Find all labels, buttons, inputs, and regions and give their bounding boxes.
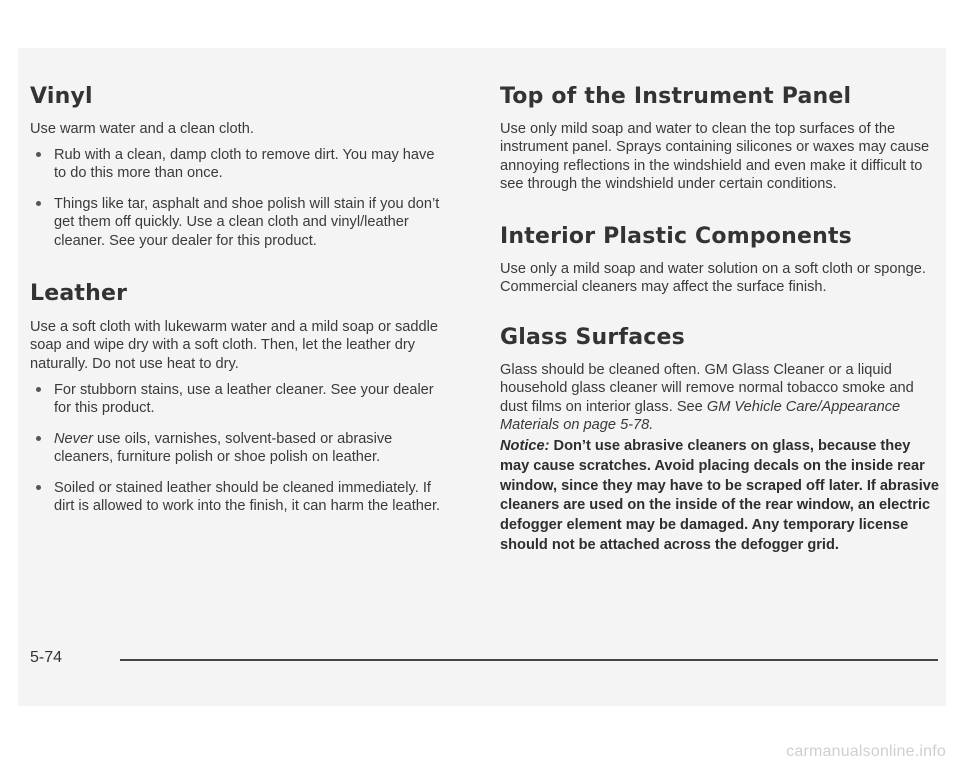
notice-text: Don’t use abrasive cleaners on glass, because they may cause scratches. Avoid placing decals on the inside rear window, since they may have to be scraped off later. If abrasive cleaners are used on the inside of the rear window, an electric defogger element may be damaged. Any temporary license should not be attached across the defogger grid. — [500, 438, 940, 553]
list-item — [30, 430, 450, 467]
leather-intro: Use a soft cloth with lukewarm water and a mild soap or saddle soap and wipe dry with a soft cloth. Then, let the leather dry naturally. Do not use heat to dry. — [30, 319, 439, 372]
notice-label: Notice: — [500, 438, 550, 454]
list-item-text: Rub with a clean, damp cloth to remove dirt. You may have to do this more than once. — [54, 147, 435, 182]
list-item-text: Things like tar, asphalt and shoe polish will stain if you don’t get them off quickly. Use a clean cloth and vinyl/leather cleaner. See your dealer for this product. — [54, 195, 440, 249]
list-item-text: use oils, varnishes, solvent-based or abrasive cleaners, furniture polish or shoe polish on leather. — [54, 430, 393, 466]
vinyl-intro: Use warm water and a clean cloth. — [30, 121, 254, 137]
emphasis-never: Never — [54, 430, 93, 447]
page-number: 5-74 — [30, 649, 63, 666]
list-item — [30, 146, 450, 183]
section-heading-plastic: Interior Plastic Components — [500, 224, 852, 249]
footer-rule — [120, 659, 938, 661]
section-heading-glass: Glass Surfaces — [500, 325, 685, 350]
vinyl-list — [30, 146, 450, 250]
section-heading-leather: Leather — [30, 281, 128, 306]
bullet-icon — [36, 485, 41, 490]
plastic-body: Use only a mild soap and water solution on a soft cloth or sponge. Commercial cleaners may affect the surface finish. — [500, 261, 926, 296]
list-item — [30, 381, 450, 418]
instrument-panel-body: Use only mild soap and water to clean the top surfaces of the instrument panel. Sprays containing silicones or waxes may cause annoying reflections in the windshield and even make it difficult to see through the windshield under certain conditions. — [500, 121, 930, 193]
bullet-icon — [36, 201, 41, 206]
glass-body-text: Glass should be cleaned often. GM Glass Cleaner or a liquid household glass cleaner will remove normal tobacco smoke and dust films on interior glass. See — [500, 362, 914, 415]
bullet-icon — [36, 152, 41, 157]
list-item — [30, 195, 450, 250]
leather-list — [30, 381, 450, 527]
watermark: carmanualsonline.info — [786, 743, 946, 760]
section-heading-instrument-panel: Top of the Instrument Panel — [500, 84, 852, 109]
bullet-icon — [36, 387, 41, 392]
list-item — [30, 479, 450, 516]
section-heading-vinyl: Vinyl — [30, 84, 93, 109]
glass-body — [500, 361, 940, 435]
bullet-icon — [36, 436, 41, 441]
manual-page — [18, 48, 946, 706]
notice-block — [500, 437, 940, 556]
page-reference: GM Vehicle Care/Appearance Materials on page 5-78. — [500, 398, 901, 434]
list-item-text: Soiled or stained leather should be cleaned immediately. If dirt is allowed to work into the finish, it can harm the leather. — [54, 479, 441, 515]
list-item-text: For stubborn stains, use a leather cleaner. See your dealer for this product. — [54, 382, 434, 417]
